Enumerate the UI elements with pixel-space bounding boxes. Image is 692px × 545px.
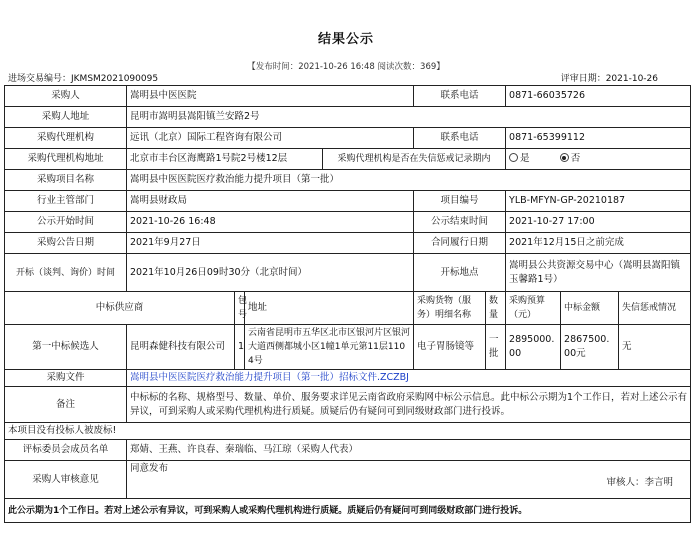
- purchaser-address: 昆明市嵩明县嵩阳镇兰安路2号: [127, 107, 691, 128]
- purchaser-phone: 0871-66035726: [506, 86, 691, 107]
- header-supplier: 中标供应商: [5, 292, 235, 325]
- no-disqualification-note: 本项目没有投标人被废标!: [5, 423, 691, 440]
- header-dishonest: 失信惩戒情况: [619, 292, 691, 325]
- row-purchaser: [5, 86, 691, 107]
- row-publicity-time: [5, 212, 691, 233]
- bid-opening-time-label: 开标（谈判、询价）时间: [5, 254, 127, 292]
- project-name: 嵩明县中医医院医疗救治能力提升项目（第一批）: [127, 170, 691, 191]
- department-value: 嵩明县财政局: [127, 191, 414, 212]
- row-footnote: [5, 499, 691, 523]
- row-project-name: [5, 170, 691, 191]
- bid-opening-time: 2021年10月26日09时30分（北京时间）: [127, 254, 414, 292]
- header-package-no: 包号: [235, 292, 245, 325]
- row-agency-address: [5, 149, 691, 170]
- purchaser-address-label: 采购人地址: [5, 107, 127, 128]
- radio-no-icon[interactable]: [560, 153, 569, 162]
- project-number: YLB-MFYN-GP-20210187: [506, 191, 691, 212]
- row-approval: [5, 461, 691, 499]
- publicity-start-label: 公示开始时间: [5, 212, 127, 233]
- supplier-address: 云南省昆明市五华区北市区银河片区银河大道西侧都城小区1幢1单元第11层1104号: [245, 325, 414, 370]
- row-files: [5, 370, 691, 387]
- award-amount: 2867500.00元: [561, 325, 619, 370]
- project-number-label: 项目编号: [414, 191, 506, 212]
- candidate-rank: 第一中标候选人: [5, 325, 127, 370]
- row-supplier-header: [5, 292, 691, 325]
- project-name-label: 采购项目名称: [5, 170, 127, 191]
- option-yes: 是: [520, 153, 530, 164]
- header-address: 地址: [245, 292, 414, 325]
- purchaser-label: 采购人: [5, 86, 127, 107]
- package-number: 1: [235, 325, 245, 370]
- option-no: 否: [570, 153, 581, 164]
- radio-yes-icon[interactable]: [509, 153, 518, 162]
- tender-file-link[interactable]: 嵩明县中医医院医疗救治能力提升项目（第一批）招标文件.ZCZBJ: [130, 372, 409, 383]
- agency-label: 采购代理机构: [5, 128, 127, 149]
- department-label: 行业主管部门: [5, 191, 127, 212]
- approval-cell: [127, 461, 691, 499]
- announce-date: 2021年9月27日: [127, 233, 414, 254]
- budget: 2895000.00: [506, 325, 561, 370]
- committee-label: 评标委员会成员名单: [5, 440, 127, 461]
- review-date: 评审日期：2021-10-26: [560, 74, 658, 84]
- remarks-label: 备注: [5, 387, 127, 423]
- header-budget: 采购预算（元）: [506, 292, 561, 325]
- supplier-name: 昆明森健科技有限公司: [127, 325, 235, 370]
- bid-opening-place: 嵩明县公共资源交易中心（嵩明县嵩阳镇玉馨路1号）: [506, 254, 691, 292]
- row-agency: [5, 128, 691, 149]
- row-remarks: [5, 387, 691, 423]
- row-department: [5, 191, 691, 212]
- publicity-start: 2021-10-26 16:48: [127, 212, 414, 233]
- row-supplier: [5, 325, 691, 370]
- header-award-amount: 中标金额: [561, 292, 619, 325]
- publish-meta: 【发布时间：2021-10-26 16:48 阅读次数：369】: [247, 62, 445, 72]
- purchaser-value: 嵩明县中医医院: [127, 86, 414, 107]
- purchaser-phone-label: 联系电话: [414, 86, 506, 107]
- agency-value: 远讯（北京）国际工程咨询有限公司: [127, 128, 414, 149]
- publicity-end: 2021-10-27 17:00: [506, 212, 691, 233]
- contract-date: 2021年12月15日之前完成: [506, 233, 691, 254]
- dishonest-record-label: 采购代理机构是否在失信惩戒记录期内: [323, 149, 506, 170]
- committee-names: 郑婧、王燕、许良春、秦瑞临、马江琼（采购人代表）: [127, 440, 691, 461]
- approval-label: 采购人审核意见: [5, 461, 127, 499]
- transaction-serial: 进场交易编号：JKMSM2021090095: [8, 74, 159, 84]
- footnote: 此公示期为1个工作日。若对上述公示有异议，可到采购人或采购代理机构进行质疑。质疑后仍有疑问可到同级财政部门进行投诉。: [5, 499, 691, 523]
- files-label: 采购文件: [5, 370, 127, 387]
- announce-date-label: 采购公告日期: [5, 233, 127, 254]
- agency-phone: 0871-65399112: [506, 128, 691, 149]
- dishonest-record-options: [506, 149, 691, 170]
- dishonest-status: 无: [619, 325, 691, 370]
- header-goods: 采购货物（服务）明细名称: [414, 292, 486, 325]
- publicity-end-label: 公示结束时间: [414, 212, 506, 233]
- page-title: 结果公示: [317, 32, 374, 47]
- row-committee: [5, 440, 691, 461]
- row-dates: [5, 233, 691, 254]
- bid-opening-place-label: 开标地点: [414, 254, 506, 292]
- header-quantity: 数量: [486, 292, 506, 325]
- result-table: [4, 85, 691, 523]
- approval-opinion: 同意发布: [130, 463, 169, 474]
- row-no-complaint: [5, 423, 691, 440]
- quantity: 一批: [486, 325, 506, 370]
- row-bid-opening: [5, 254, 691, 292]
- contract-date-label: 合同履行日期: [414, 233, 506, 254]
- agency-address-label: 采购代理机构地址: [5, 149, 127, 170]
- agency-address: 北京市丰台区海鹰路1号院2号楼12层: [127, 149, 323, 170]
- agency-phone-label: 联系电话: [414, 128, 506, 149]
- row-purchaser-address: [5, 107, 691, 128]
- remarks-text: 中标标的名称、规格型号、数量、单价、服务要求详见云南省政府采购网中标公示信息。此中标公示期为1个工作日，若对上述公示有异议，可到采购人或采购代理机构进行质疑。质疑后仍有疑问可到同级财政部门进行投诉。: [127, 387, 691, 423]
- goods-name: 电子胃肠镜等: [414, 325, 486, 370]
- reviewer: 审核人：李言明: [606, 477, 674, 488]
